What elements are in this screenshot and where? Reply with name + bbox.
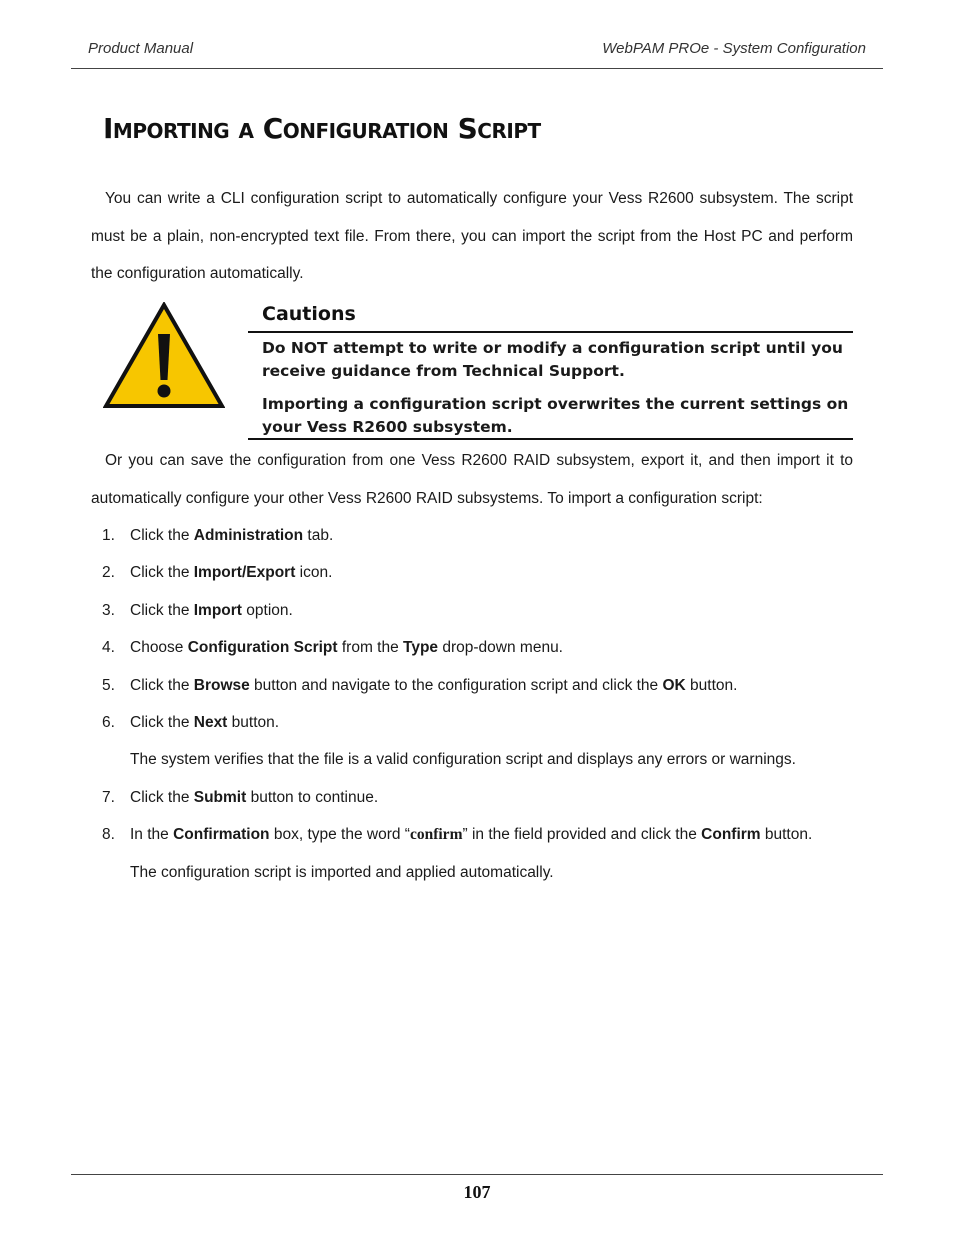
ui-term: Confirm [701,826,761,843]
ui-term: Confirmation [173,826,270,843]
ui-term: Import/Export [193,564,296,581]
step-number: 4. [102,639,115,656]
typed-word: confirm [409,826,463,843]
step-number: 5. [102,677,115,694]
footer-divider [71,1174,883,1175]
step-number: 7. [102,789,115,806]
step-text: Click the Import option. [130,602,293,619]
step-number: 2. [102,564,115,581]
caution-item: Do NOT attempt to write or modify a configuration script until you receive guidance from Technical Support. [262,339,843,380]
lead-paragraph [91,442,853,517]
step-number: 6. [102,714,115,731]
ui-term: Administration [193,527,304,544]
lead-text: Or you can save the configuration from one Vess R2600 RAID subsystem, export it, and then import it to automatically configure your other Vess R2600 RAID subsystems. To import a configuration script: [91,452,853,507]
ui-term: Type [403,639,439,656]
page-number: 107 [463,1182,491,1202]
cautions-bottom-rule [248,438,853,440]
intro-paragraph [91,180,853,293]
step-number: 8. [102,826,115,843]
ui-term: Next [193,714,228,731]
cautions-heading: Cautions [262,303,356,325]
header-left: Product Manual [88,40,194,57]
step-text: Choose Configuration Script from the Type drop-down menu. [130,639,563,656]
ui-term: OK [662,677,686,694]
step-6-note: The system verifies that the file is a valid configuration script and displays any errors or warnings. [130,751,796,768]
step-8-note: The configuration script is imported and applied automatically. [130,864,554,881]
page-title: Importing a Configuration Script [103,112,541,145]
step-text: In the Confirmation box, type the word “confirm” in the field provided and click the Confirm button. [130,826,813,843]
step-text: Click the Administration tab. [130,527,334,544]
caution-item: Importing a configuration script overwrites the current settings on your Vess R2600 subsystem. [262,395,849,436]
ui-term: Import [193,602,242,619]
step-text: Click the Next button. [130,714,280,731]
header-divider [71,68,883,69]
header-right: WebPAM PROe - System Configuration [602,40,866,57]
warning-icon [103,302,225,410]
step-text: Click the Submit button to continue. [130,789,379,806]
step-text: Click the Browse button and navigate to the configuration script and click the OK button. [130,677,738,694]
ui-term: Configuration Script [187,639,338,656]
cautions-top-rule [248,331,853,333]
intro-text: You can write a CLI configuration script to automatically configure your Vess R2600 subsystem. The script must be a plain, non-encrypted text file. From there, you can import the script from the Host PC and perform the configuration automatically. [91,190,853,282]
ui-term: Browse [193,677,250,694]
step-text: Click the Import/Export icon. [130,564,333,581]
ui-term: Submit [193,789,247,806]
step-number: 1. [102,527,115,544]
step-number: 3. [102,602,115,619]
